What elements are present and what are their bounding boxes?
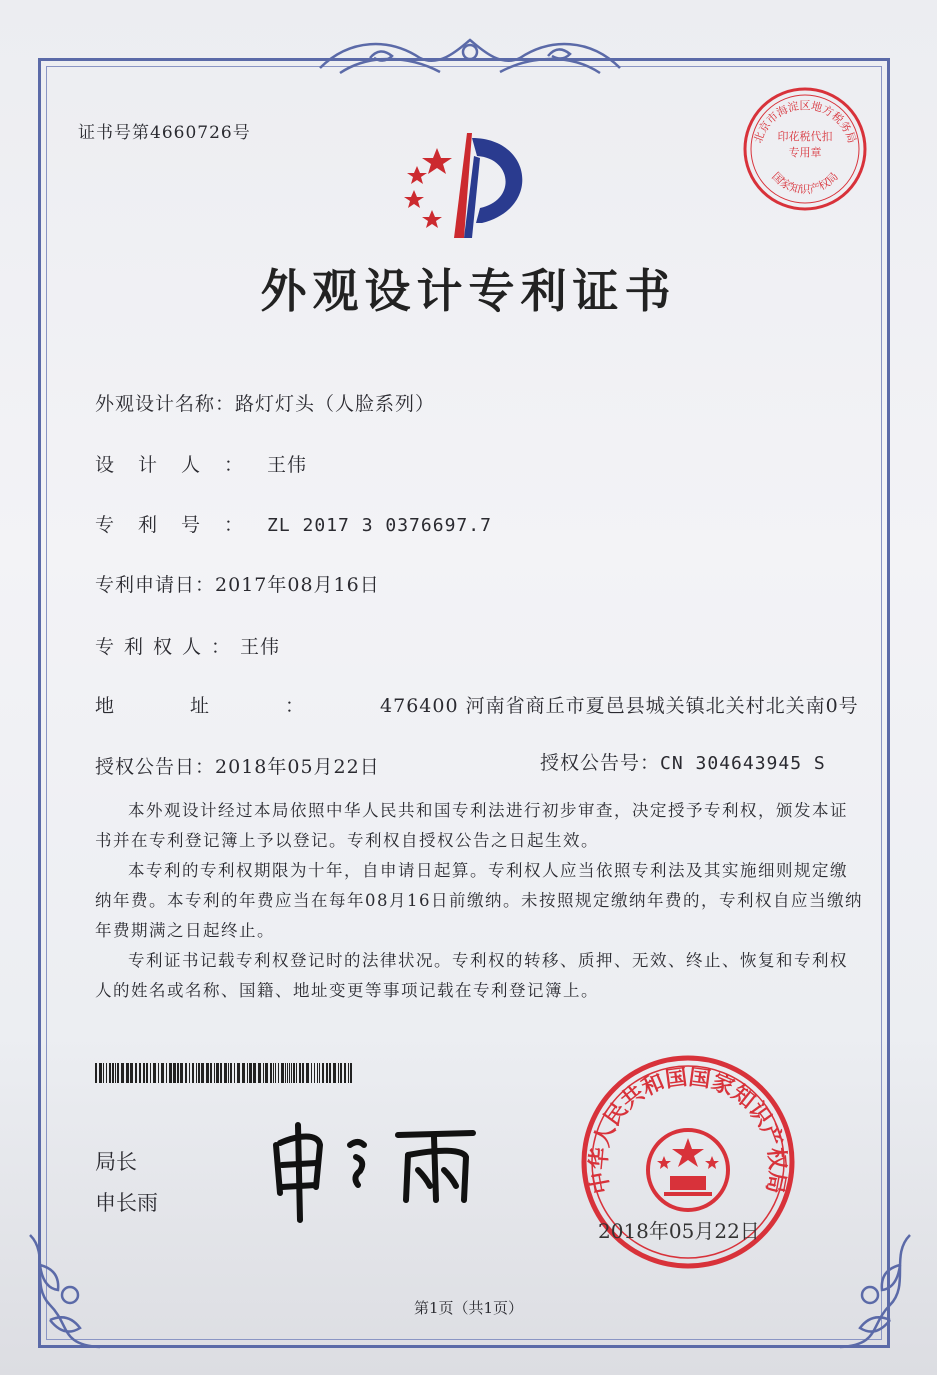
design-name-row	[95, 389, 435, 416]
body-paragraph-2: 本专利的专利权期限为十年，自申请日起算。专利权人应当依照专利法及其实施细则规定缴纳年费。本专利的年费应当在每年08月16日前缴纳。未按照规定缴纳年费的，专利权自应当缴纳年费期满之日起终止。	[95, 861, 863, 940]
tax-seal-bottom-text: 国家知识产权局	[769, 169, 841, 197]
patent-holder-label: 专利权人：	[95, 636, 241, 658]
address-label: 地址：	[95, 695, 381, 717]
publication-number-value: CN 304643945 S	[660, 753, 826, 774]
director-name: 申长雨	[95, 1191, 158, 1215]
designer-value: 王伟	[267, 454, 308, 476]
patent-office-logo	[392, 128, 542, 243]
designer-label: 设计人：	[95, 454, 268, 476]
body-paragraph-1: 本外观设计经过本局依照中华人民共和国专利法进行初步审查，决定授予专利权，颁发本证书并在专利登记簿上予以登记。专利权自授权公告之日起生效。	[95, 801, 848, 850]
address-row	[95, 691, 859, 718]
patent-number-value: ZL 2017 3 0376697.7	[267, 515, 492, 536]
barcode	[95, 1063, 355, 1083]
patent-holder-row	[95, 632, 280, 659]
application-date-label: 专利申请日：	[95, 574, 216, 596]
tax-seal-center-text: 印花税代扣专用章	[777, 130, 833, 159]
bottom-left-ornament	[20, 1225, 120, 1355]
certificate-number: 证书号第4660726号	[78, 123, 251, 143]
publication-number-row	[540, 748, 826, 775]
seal-date: 2018年05月22日	[598, 1219, 760, 1243]
tax-seal-ring-text: 北京市海淀区地方税务局	[751, 99, 859, 145]
patent-number-label: 专利号：	[95, 514, 268, 536]
seal-ring-text: 中华人民共和国国家知识产权局	[586, 1065, 790, 1196]
publication-number-label: 授权公告号：	[540, 752, 661, 774]
certificate-body-text	[95, 796, 865, 1006]
body-paragraph-3: 专利证书记载专利权登记时的法律状况。专利权的转移、质押、无效、终止、恢复和专利权人的姓名或名称、国籍、地址变更等事项记载在专利登记簿上。	[95, 951, 848, 1000]
address-value: 476400 河南省商丘市夏邑县城关镇北关村北关南0号	[380, 695, 859, 717]
bottom-right-ornament	[820, 1225, 920, 1355]
page-indicator: 第1页（共1页）	[413, 1299, 524, 1317]
application-date-row	[95, 570, 380, 597]
design-name-label: 外观设计名称：	[95, 393, 236, 415]
publication-date-label: 授权公告日：	[95, 756, 216, 778]
patent-number-row	[95, 510, 492, 537]
designer-row	[95, 450, 307, 477]
application-date-value: 2017年08月16日	[215, 574, 380, 596]
tax-seal	[740, 84, 870, 214]
certificate-title: 外观设计专利证书	[260, 264, 677, 318]
patent-holder-value: 王伟	[240, 636, 281, 658]
publication-date-row	[95, 752, 380, 779]
publication-date-value: 2018年05月22日	[215, 756, 380, 778]
top-ornament	[310, 28, 630, 88]
director-signature	[258, 1115, 488, 1225]
director-title: 局长	[95, 1150, 137, 1174]
svg-text:国家知识产权局	[769, 170, 841, 196]
design-name-value: 路灯灯头（人脸系列）	[235, 393, 436, 415]
